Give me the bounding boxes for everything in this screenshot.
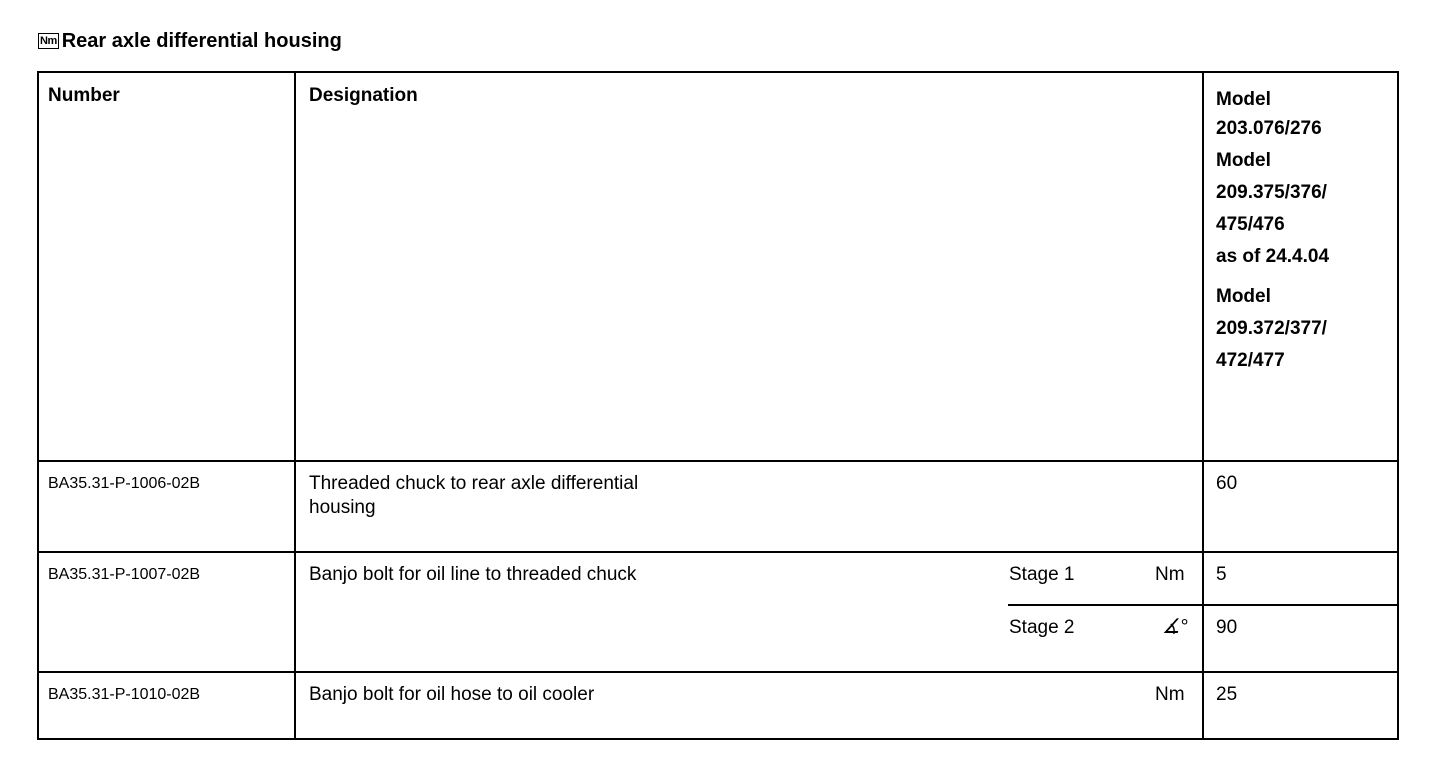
row2-stage1-unit: Nm [1155,564,1185,585]
row2-number: BA35.31-P-1007-02B [48,566,201,583]
torque-nm-icon: Nm [40,35,57,47]
model-line: 209.375/376/ [1216,182,1327,203]
model-line: 209.372/377/ [1216,318,1327,339]
row1-value: 60 [1216,473,1238,494]
col-divider-value [1202,71,1204,740]
angle-degree-icon: ∡° [1162,616,1188,638]
stage-divider [1008,604,1399,606]
row3-number: BA35.31-P-1010-02B [48,686,201,703]
row2-stage1-label: Stage 1 [1009,564,1075,585]
model-line: Model [1216,150,1271,171]
model-line: Model [1216,286,1271,307]
row3-value: 25 [1216,684,1238,705]
row2-stage1-value: 5 [1216,564,1227,585]
row-divider-1 [37,551,1399,553]
row1-designation-line2: housing [309,497,376,518]
header-models [1216,84,1329,377]
row3-designation: Banjo bolt for oil hose to oil cooler [309,684,595,705]
title-text: Rear axle differential housing [61,29,342,52]
row3-unit: Nm [1155,684,1185,705]
model-line: 475/476 [1216,214,1285,235]
model-line: 472/477 [1216,350,1285,371]
document-title [38,28,342,54]
row-divider-header [37,460,1399,462]
row2-stage2-value: 90 [1216,617,1238,638]
header-number: Number [48,85,120,106]
row1-designation-line1: Threaded chuck to rear axle differential [309,473,639,494]
torque-table [37,71,1399,740]
header-designation: Designation [309,85,418,106]
model-line: as of 24.4.04 [1216,246,1330,267]
row1-number: BA35.31-P-1006-02B [48,475,201,492]
row2-designation: Banjo bolt for oil line to threaded chuck [309,564,637,585]
model-line: Model [1216,89,1271,110]
row-divider-2 [37,671,1399,673]
row2-stage2-label: Stage 2 [1009,617,1075,638]
model-line: 203.076/276 [1216,118,1322,139]
col-divider-number [294,71,296,740]
